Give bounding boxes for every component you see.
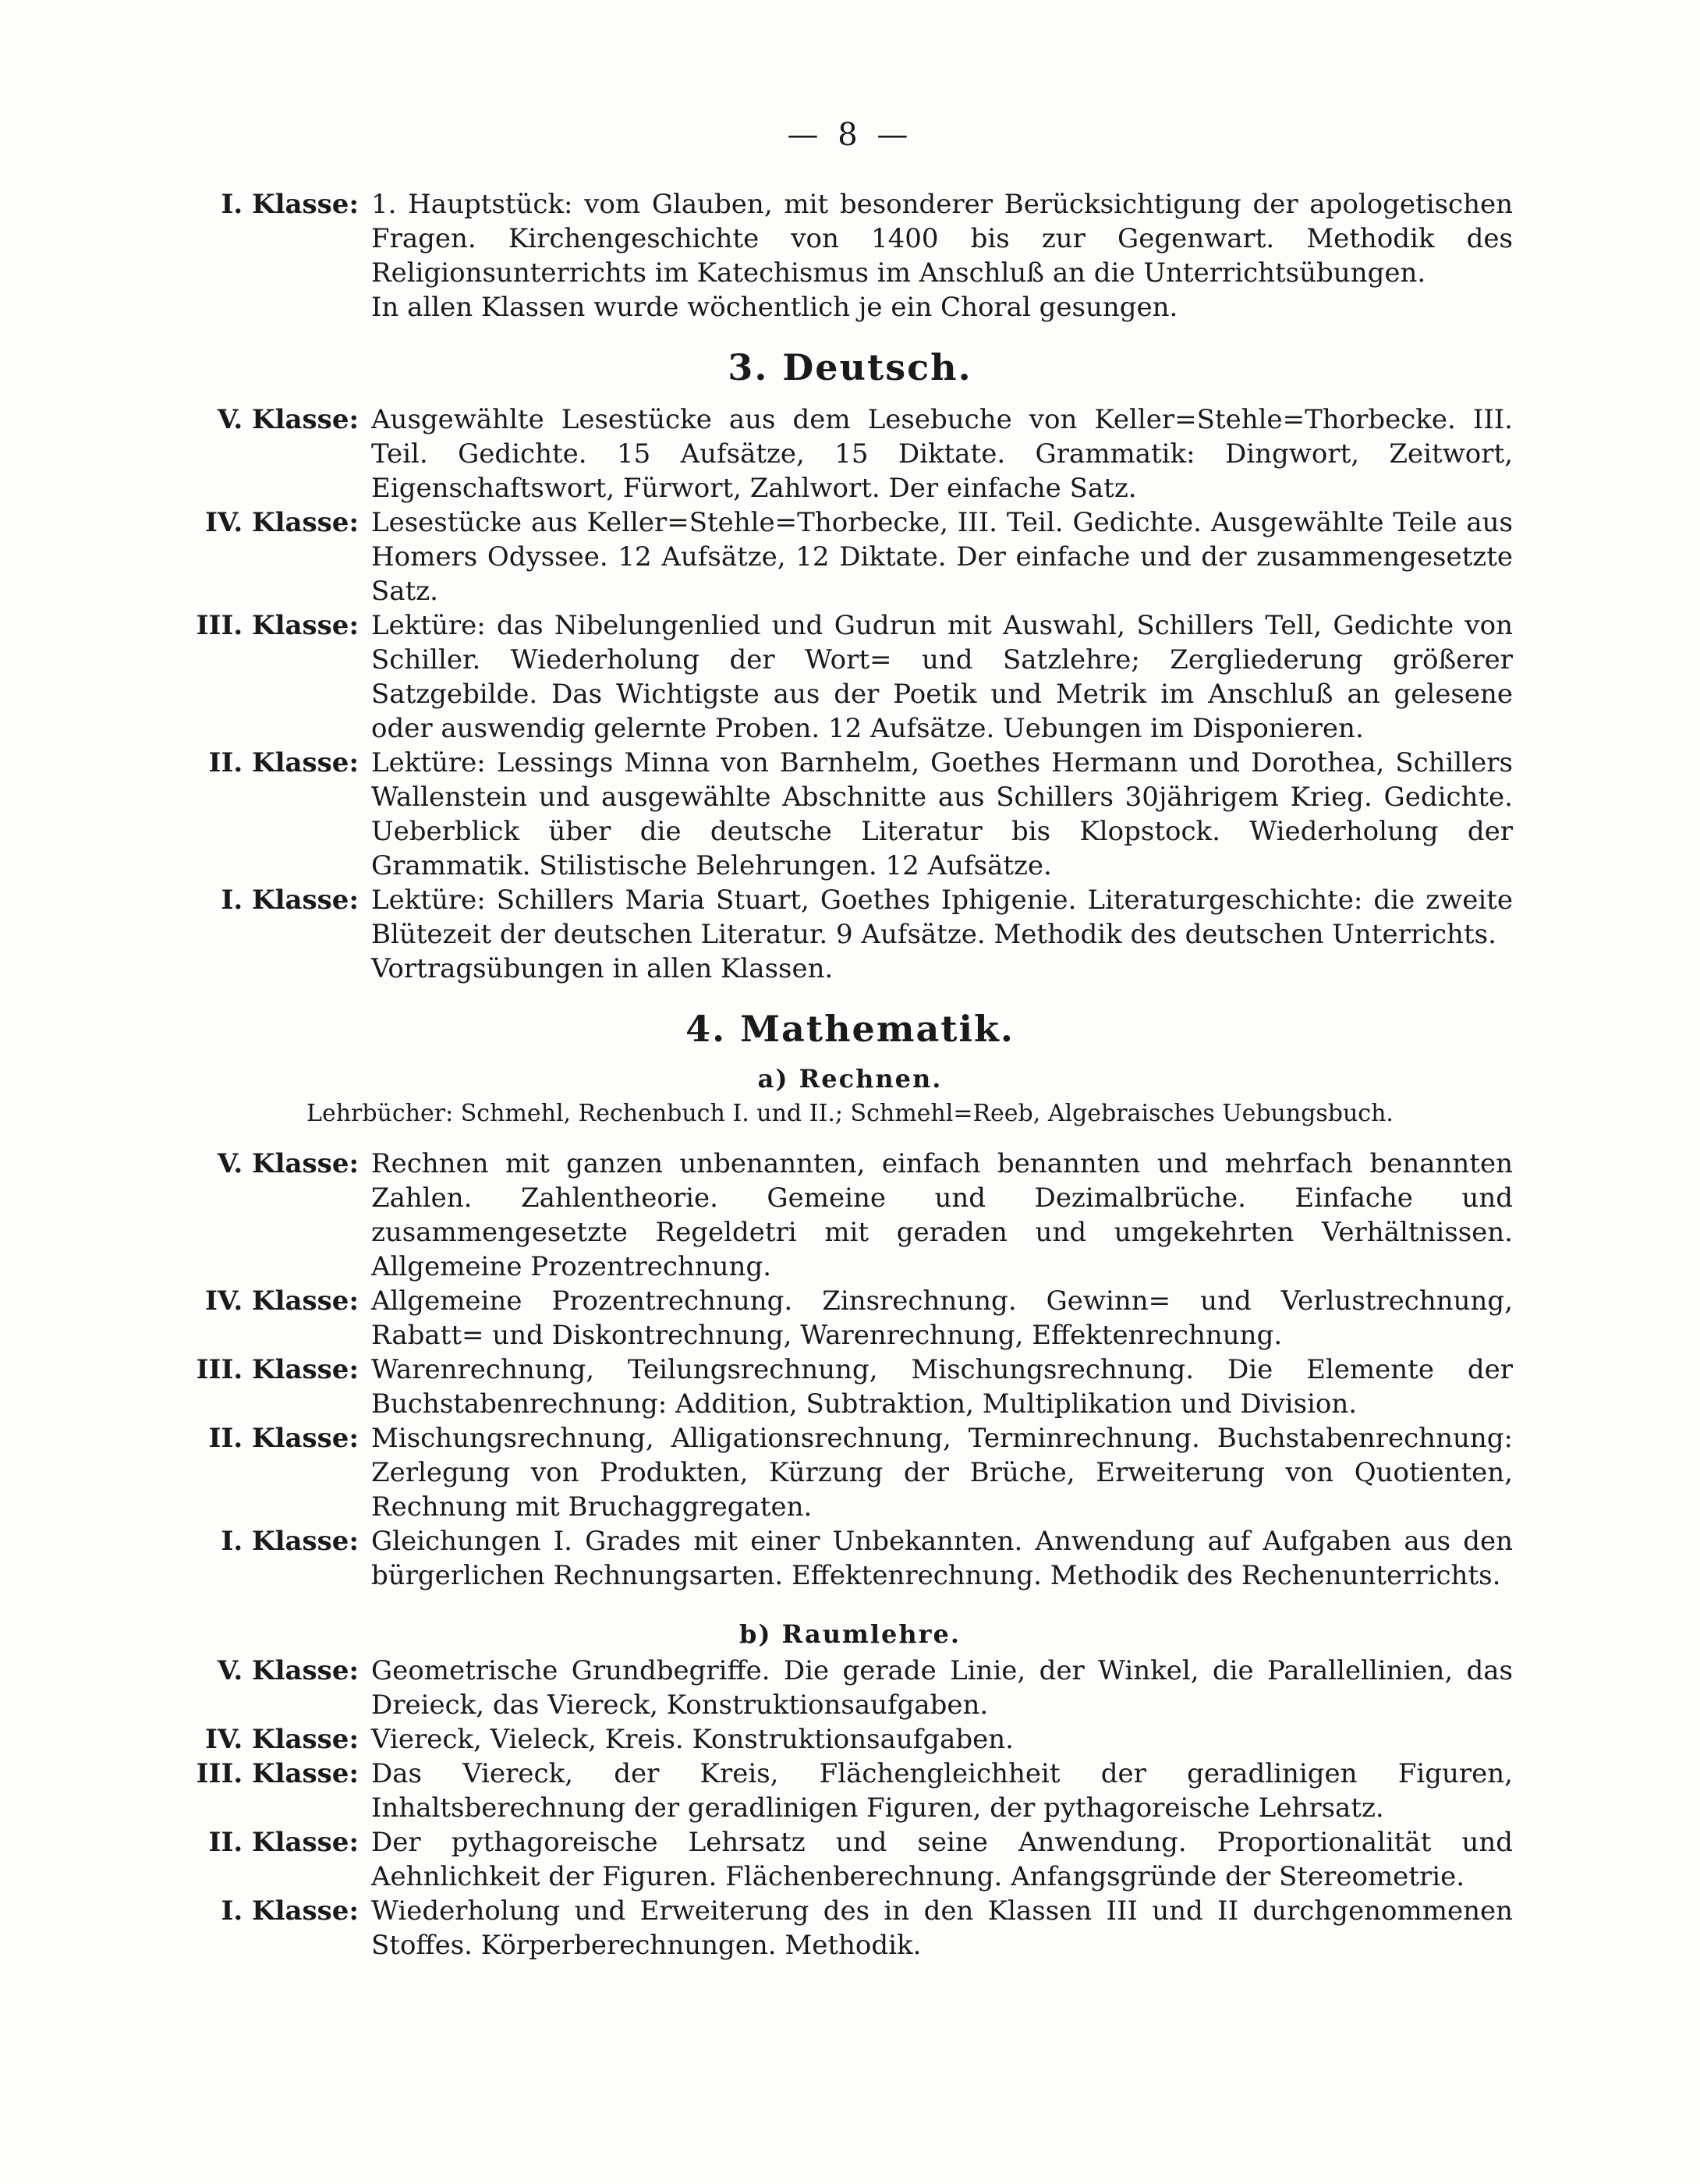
page-number: — 8 — — [787, 117, 913, 153]
class-entry — [187, 608, 1513, 746]
class-label: III. Klasse: — [196, 1354, 359, 1385]
class-curriculum-text: Gleichungen I. Grades mit einer Unbekannten. Anwendung auf Aufgaben aus den bürgerlichen Rechnungsarten. Effektenrechnung. Methodik des Rechenunterrichts. — [371, 1526, 1513, 1591]
class-entry — [187, 1147, 1513, 1284]
class-curriculum-text: Wiederholung und Erweiterung des in den Klassen III und II durchgenommenen Stoffes. Körperberechnungen. Methodik. — [371, 1895, 1513, 1961]
rechnen-subsection — [187, 1064, 1513, 1593]
class-label: IV. Klasse: — [205, 507, 359, 538]
page-content — [187, 187, 1513, 1962]
class-curriculum-text: Geometrische Grundbegriffe. Die gerade Linie, der Winkel, die Parallellinien, das Dreieck, das Viereck, Konstruktionsaufgaben. — [371, 1655, 1513, 1721]
deutsch-section — [187, 346, 1513, 986]
class-curriculum-text: 1. Hauptstück: vom Glauben, mit besonderer Berücksichtigung der apologetischen Fragen. Kirchengeschichte von 1400 bis zur Gegenwart. Methodik des Religionsunterrichts im Katechismus im Anschluß an die Unterrichtsübungen. — [371, 189, 1513, 289]
section-heading: 4. Mathematik. — [685, 1008, 1015, 1050]
mathematik-section — [187, 1008, 1513, 1962]
class-label: II. Klasse: — [208, 1423, 359, 1454]
subsection-heading: b) Raumlehre. — [739, 1619, 961, 1649]
class-label: I. Klasse: — [221, 1895, 359, 1927]
class-entry — [187, 1654, 1513, 1722]
class-curriculum-text: Allgemeine Prozentrechnung. Zinsrechnung. Gewinn= und Verlustrechnung, Rabatt= und Diskontrechnung, Warenrechnung, Effektenrechnung. — [371, 1285, 1513, 1351]
class-label: I. Klasse: — [221, 1526, 359, 1557]
class-curriculum-text: Viereck, Vieleck, Kreis. Konstruktionsaufgaben. — [371, 1724, 1014, 1755]
class-entry — [187, 746, 1513, 883]
class-entry — [187, 883, 1513, 952]
class-entry — [187, 1284, 1513, 1353]
class-label: IV. Klasse: — [205, 1724, 359, 1755]
section-note: Vortragsübungen in allen Klassen. — [371, 953, 834, 984]
class-curriculum-text: Lektüre: das Nibelungenlied und Gudrun mit Auswahl, Schillers Tell, Gedichte von Schiller. Wiederholung der Wort= und Satzlehre; Zergliederung größerer Satzgebilde. Das Wichtigste aus der Poetik und Metrik im Anschluß an gelesene oder auswendig gelernte Proben. 12 Aufsätze. Uebungen im Disponieren. — [371, 610, 1513, 744]
class-entry — [187, 1421, 1513, 1524]
section-heading: 3. Deutsch. — [728, 346, 972, 388]
subsection-heading: a) Rechnen. — [757, 1064, 943, 1094]
class-label: II. Klasse: — [208, 1827, 359, 1858]
section-note: In allen Klassen wurde wöchentlich je ein Choral gesungen. — [371, 292, 1178, 323]
textbooks-line: Lehrbücher: Schmehl, Rechenbuch I. und II.; Schmehl=Reeb, Algebraisches Uebungsbuch. — [306, 1100, 1394, 1127]
class-label: II. Klasse: — [208, 747, 359, 778]
class-entry — [187, 1524, 1513, 1593]
class-label: V. Klasse: — [217, 1148, 359, 1179]
class-curriculum-text: Lesestücke aus Keller=Stehle=Thorbecke, III. Teil. Gedichte. Ausgewählte Teile aus Homers Odyssee. 12 Aufsätze, 12 Diktate. Der einfache und der zusammengesetzte Satz. — [371, 507, 1513, 607]
class-label: IV. Klasse: — [205, 1285, 359, 1317]
class-label: V. Klasse: — [217, 1655, 359, 1686]
raumlehre-subsection — [187, 1619, 1513, 1962]
class-entry — [187, 1825, 1513, 1894]
class-curriculum-text: Mischungsrechnung, Alligationsrechnung, Terminrechnung. Buchstabenrechnung: Zerlegung von Produkten, Kürzung der Brüche, Erweiterung von Quotienten, Rechnung mit Bruchaggregaten. — [371, 1423, 1513, 1523]
class-curriculum-text: Das Viereck, der Kreis, Flächengleichheit der geradlinigen Figuren, Inhaltsberechnung der geradlinigen Figuren, der pythagoreische Lehrsatz. — [371, 1758, 1513, 1824]
class-curriculum-text: Der pythagoreische Lehrsatz und seine Anwendung. Proportionalität und Aehnlichkeit der Figuren. Flächenberechnung. Anfangsgründe der Stereometrie. — [371, 1827, 1513, 1892]
class-entry — [187, 402, 1513, 505]
class-entry — [187, 1757, 1513, 1825]
class-curriculum-text: Warenrechnung, Teilungsrechnung, Mischungsrechnung. Die Elemente der Buchstabenrechnung: Addition, Subtraktion, Multiplikation und Division. — [371, 1354, 1513, 1420]
class-entry — [187, 505, 1513, 608]
class-label: I. Klasse: — [221, 189, 359, 220]
class-entry — [187, 187, 1513, 290]
class-curriculum-text: Lektüre: Schillers Maria Stuart, Goethes Iphigenie. Literaturgeschichte: die zweite Blütezeit der deutschen Literatur. 9 Aufsätze. Methodik des deutschen Unterrichts. — [371, 885, 1513, 950]
class-label: I. Klasse: — [221, 885, 359, 916]
class-curriculum-text: Ausgewählte Lesestücke aus dem Lesebuche von Keller=Stehle=Thorbecke. III. Teil. Gedichte. 15 Aufsätze, 15 Diktate. Grammatik: Dingwort, Zeitwort, Eigenschaftswort, Fürwort, Zahlwort. Der einfache Satz. — [371, 404, 1513, 504]
class-label: III. Klasse: — [196, 610, 359, 641]
class-curriculum-text: Rechnen mit ganzen unbenannten, einfach benannten und mehrfach benannten Zahlen. Zahlentheorie. Gemeine und Dezimalbrüche. Einfache und zusammengesetzte Regeldetri mit geraden und umgekehrten Verhältnissen. Allgemeine Prozentrechnung. — [371, 1148, 1513, 1282]
class-label: V. Klasse: — [217, 404, 359, 435]
class-curriculum-text: Lektüre: Lessings Minna von Barnhelm, Goethes Hermann und Dorothea, Schillers Wallenstein und ausgewählte Abschnitte aus Schillers 30jährigem Krieg. Gedichte. Ueberblick über die deutsche Literatur bis Klopstock. Wiederholung der Grammatik. Stilistische Belehrungen. 12 Aufsätze. — [371, 747, 1513, 881]
class-label: III. Klasse: — [196, 1758, 359, 1789]
class-entry — [187, 1722, 1513, 1757]
religion-section — [187, 187, 1513, 324]
class-entry — [187, 1894, 1513, 1962]
class-entry — [187, 1353, 1513, 1421]
